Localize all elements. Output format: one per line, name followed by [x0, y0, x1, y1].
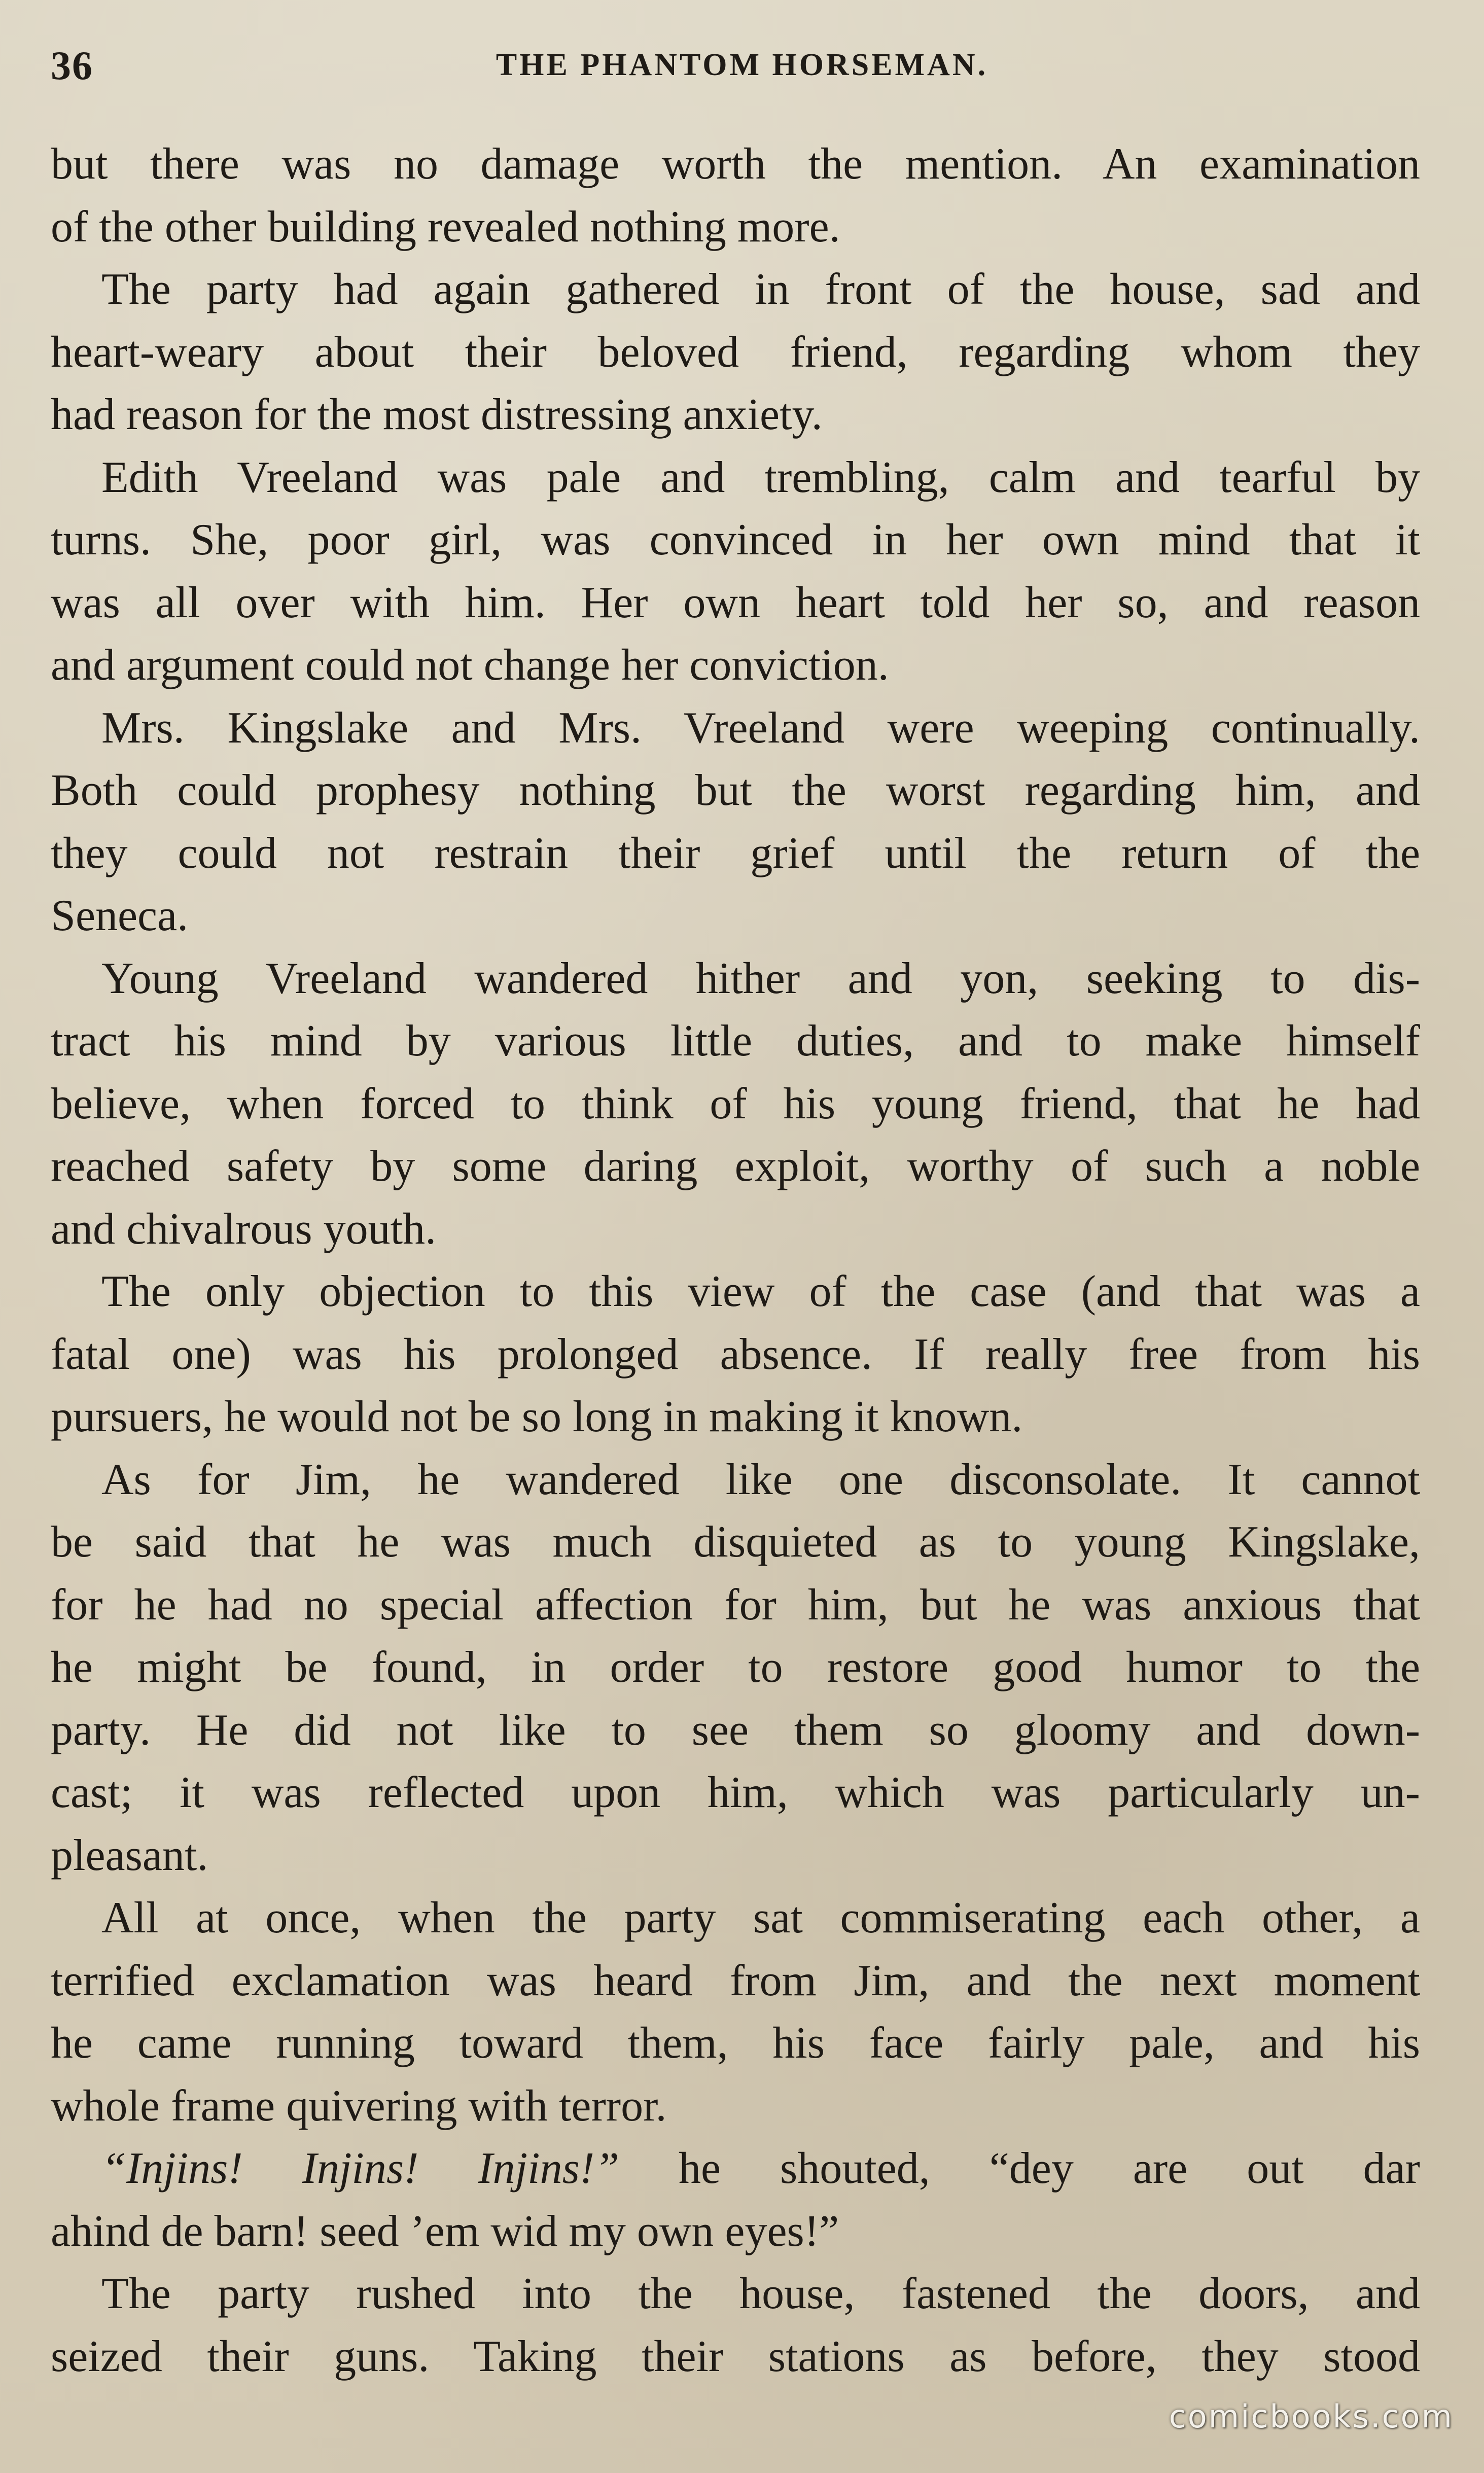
text-line: believe, when forced to think of his young friend, that he had — [51, 1079, 1420, 1128]
text-line: pursuers, he would not be so long in making it known. — [51, 1392, 1023, 1441]
text-line: cast; it was reflected upon him, which was particularly un- — [51, 1768, 1420, 1817]
text-line: he might be found, in order to restore good humor to the — [51, 1643, 1420, 1692]
site-watermark: comicbooks.com — [1169, 2398, 1454, 2435]
text-line: The party had again gathered in front of the house, sad and — [101, 265, 1420, 314]
text-line: party. He did not like to see them so gloomy and down- — [51, 1705, 1420, 1755]
dialogue-italic: “Injins! Injins! Injins!” — [101, 2144, 620, 2193]
text-line: and chivalrous youth. — [51, 1204, 437, 1254]
text-line: pleasant. — [51, 1830, 208, 1880]
text-line: seized their guns. Taking their stations as before, they stood — [51, 2331, 1420, 2381]
page-number: 36 — [51, 44, 93, 88]
text-line — [51, 2137, 1420, 2200]
text-line: of the other building revealed nothing more. — [51, 202, 840, 252]
text-line: tract his mind by various little duties, and to make himself — [51, 1016, 1420, 1066]
text-line: turns. She, poor girl, was convinced in her own mind that it — [51, 515, 1420, 564]
text-line: for he had no special affection for him, but he was anxious that — [51, 1580, 1420, 1630]
text-line: Both could prophesy nothing but the worst regarding him, and — [51, 766, 1420, 815]
text-line: Seneca. — [51, 891, 189, 940]
text-line: The party rushed into the house, fastened the doors, and — [101, 2269, 1420, 2318]
body-text — [51, 133, 1420, 2388]
text-line: but there was no damage worth the mention. An examination — [51, 139, 1420, 189]
running-head: THE PHANTOM HORSEMAN. — [496, 48, 988, 82]
text-line: heart-weary about their beloved friend, regarding whom they — [51, 327, 1420, 377]
text-line: be said that he was much disquieted as to young Kingslake, — [51, 1517, 1420, 1567]
text-line: had reason for the most distressing anxiety. — [51, 390, 823, 439]
text-line: As for Jim, he wandered like one disconsolate. It cannot — [101, 1455, 1420, 1504]
text-line: The only objection to this view of the case (and that was a — [101, 1267, 1420, 1316]
text-line: and argument could not change her conviction. — [51, 641, 889, 690]
text-line: fatal one) was his prolonged absence. If really free from his — [51, 1329, 1420, 1379]
text-line: reached safety by some daring exploit, worthy of such a noble — [51, 1142, 1420, 1191]
page-header — [51, 38, 1433, 99]
text-segment: he shouted, “dey are out dar — [619, 2144, 1420, 2193]
text-line: Young Vreeland wandered hither and yon, seeking to dis- — [101, 953, 1420, 1003]
text-line: ahind de barn! seed ’em wid my own eyes!” — [51, 2206, 839, 2256]
text-line: he came running toward them, his face fairly pale, and his — [51, 2019, 1420, 2068]
text-line: whole frame quivering with terror. — [51, 2081, 667, 2131]
text-line: terrified exclamation was heard from Jim, and the next moment — [51, 1956, 1420, 2005]
text-line: Edith Vreeland was pale and trembling, calm and tearful by — [101, 452, 1420, 502]
text-line: was all over with him. Her own heart told her so, and reason — [51, 578, 1420, 627]
text-line: Mrs. Kingslake and Mrs. Vreeland were weeping continually. — [101, 703, 1420, 753]
text-line: All at once, when the party sat commiserating each other, a — [101, 1893, 1420, 1942]
text-line: they could not restrain their grief until the return of the — [51, 828, 1420, 878]
